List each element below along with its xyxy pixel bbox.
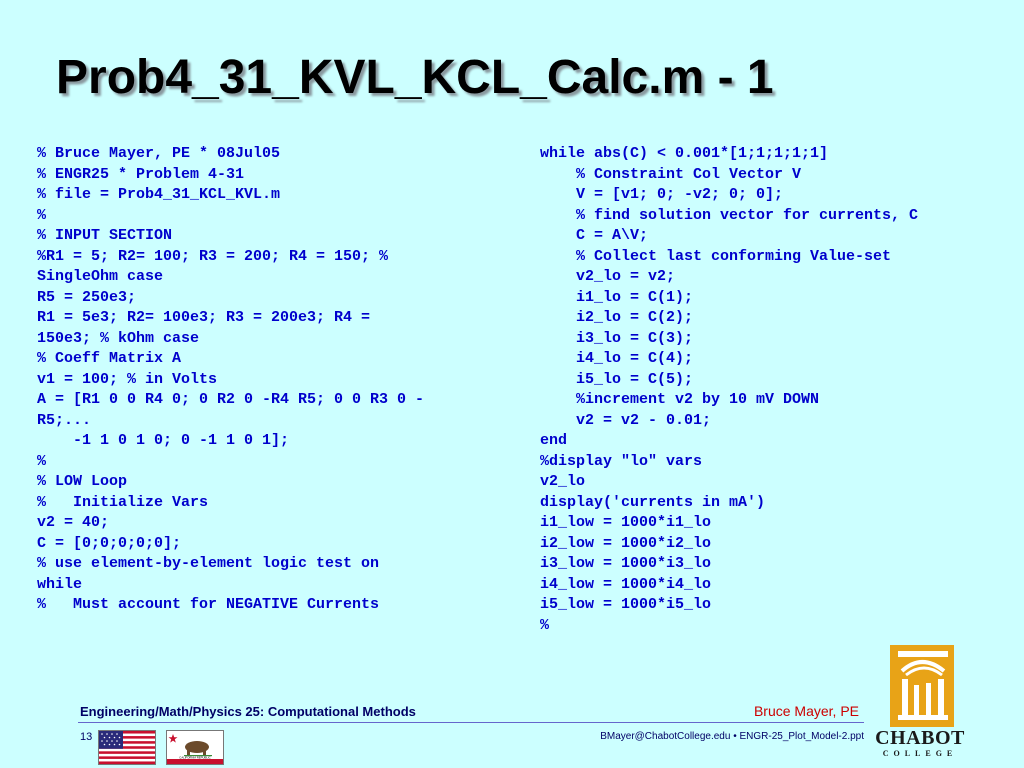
code-line: i4_low = 1000*i4_lo	[540, 575, 712, 593]
california-flag-icon	[166, 730, 224, 765]
code-line: 150e3; % kOhm case	[37, 329, 200, 347]
code-line: C = A\V;	[540, 227, 649, 244]
code-line: % Must account for NEGATIVE Currents	[37, 596, 380, 613]
code-line: %increment v2 by 10 mV DOWN	[540, 391, 820, 408]
footer-contact: BMayer@ChabotCollege.edu • ENGR-25_Plot_Model-2.ppt	[600, 731, 864, 742]
code-line: R1 = 5e3; R2= 100e3; R3 = 200e3; R4 =	[37, 309, 371, 326]
code-line: i2_low = 1000*i2_lo	[540, 534, 712, 552]
code-line: %	[37, 452, 47, 470]
code-line: v2_lo = v2;	[540, 268, 676, 285]
code-line: while	[37, 575, 83, 593]
code-line: i3_lo = C(3);	[540, 329, 694, 347]
us-flag-icon	[98, 730, 156, 765]
footer-course-title: Engineering/Math/Physics 25: Computational Methods	[80, 704, 416, 719]
code-line: A = [R1 0 0 R4 0; 0 R2 0 -R4 R5; 0 0 R3 0 -	[37, 391, 425, 408]
footer-author: Bruce Mayer, PE	[753, 703, 859, 719]
code-line: % Coeff Matrix A	[37, 350, 182, 367]
code-line: -1 1 0 1 0; 0 -1 1 0 1];	[37, 432, 290, 449]
code-line: % use element-by-element logic test on	[37, 555, 380, 572]
logo-wordmark: CHABOT	[875, 727, 965, 749]
code-line: %	[37, 206, 47, 224]
logo-subtitle: COLLEGE	[882, 749, 958, 758]
code-line: i1_lo = C(1);	[540, 288, 694, 306]
code-line: % ENGR25 * Problem 4-31	[37, 165, 245, 183]
code-line: v2_lo	[540, 473, 586, 490]
code-line: while abs(C) < 0.001*[1;1;1;1;1]	[540, 145, 829, 162]
code-line: % file = Prob4_31_KCL_KVL.m	[37, 186, 281, 203]
code-line: % find solution vector for currents, C	[540, 206, 919, 224]
code-line: % Bruce Mayer, PE * 08Jul05	[37, 145, 281, 162]
code-line: % Collect last conforming Value-set	[540, 247, 892, 265]
slide-number: 13	[80, 731, 93, 743]
code-column-right	[540, 144, 1010, 636]
code-line: V = [v1; 0; -v2; 0; 0];	[540, 186, 784, 203]
code-line: i3_low = 1000*i3_lo	[540, 555, 712, 572]
code-line: R5 = 250e3;	[37, 288, 137, 306]
slide-title: Prob4_31_KVL_KCL_Calc.m - 1	[56, 51, 774, 104]
code-line: %display "lo" vars	[540, 452, 703, 470]
code-line: v2 = 40;	[37, 514, 110, 531]
code-line: i4_lo = C(4);	[540, 350, 694, 367]
california-flag-caption: CALIFORNIA REPUBLIC	[179, 755, 211, 760]
footer-divider	[78, 722, 864, 723]
code-line: % INPUT SECTION	[37, 227, 173, 244]
code-line: i5_lo = C(5);	[540, 370, 694, 388]
code-line: % LOW Loop	[37, 473, 128, 490]
code-line: C = [0;0;0;0;0];	[37, 534, 182, 552]
code-line: % Initialize Vars	[37, 493, 209, 511]
code-line: i2_lo = C(2);	[540, 309, 694, 326]
code-line: SingleOhm case	[37, 268, 164, 285]
code-line: v1 = 100; % in Volts	[37, 370, 218, 388]
code-line: display('currents in mA')	[540, 493, 766, 511]
code-line: end	[540, 432, 568, 449]
code-line: % Constraint Col Vector V	[540, 165, 802, 183]
code-column-left	[37, 144, 507, 616]
code-line: i1_low = 1000*i1_lo	[540, 514, 712, 531]
chabot-college-logo	[872, 645, 968, 761]
chabot-building-icon	[872, 645, 968, 729]
code-line: i5_low = 1000*i5_lo	[540, 596, 712, 613]
code-line: %	[540, 616, 550, 634]
code-line: R5;...	[37, 411, 92, 429]
code-line: %R1 = 5; R2= 100; R3 = 200; R4 = 150; %	[37, 247, 389, 265]
code-line: v2 = v2 - 0.01;	[540, 411, 712, 429]
